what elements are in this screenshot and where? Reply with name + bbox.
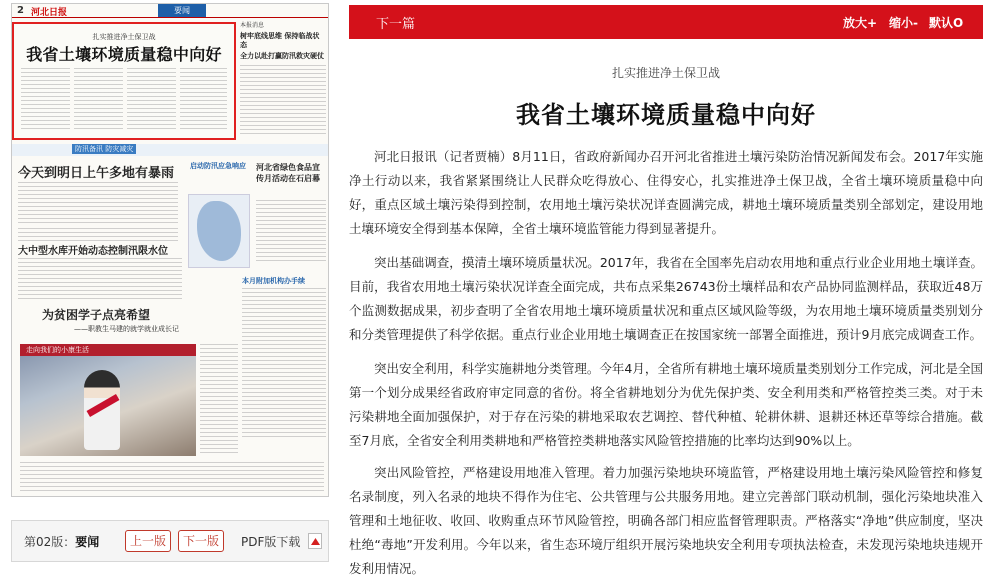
province-map-shape <box>197 201 241 261</box>
body-green-food <box>256 200 326 264</box>
prev-page-button[interactable]: 上一版 <box>125 530 171 552</box>
article-paragraph: 突出安全利用，科学实施耕地分类管理。今年4月，全省所有耕地土壤环境质量类别划分工作完成，河北是全国第一个划分成果经省政府审定同意的省份。将全省耕地划分为优先保护类、安全利用类和严格管控类三类。对于未污染耕地全面加强保护，对于存在污染的耕地采取农艺调控、替代种植、轮耕休耕、退耕还林还草等综合措施。截至7月底，全省安全利用类耕地和严格管控类耕地落实风险管控措施的比率均达到90%以上。 <box>349 361 983 448</box>
body-rainstorm <box>18 182 178 224</box>
body-reservoir-lead <box>18 228 178 242</box>
side-article-hotspot[interactable] <box>240 22 326 140</box>
article-title: 我省土壤环境质量稳中向好 <box>516 101 816 129</box>
page-navigation-bar <box>11 520 329 562</box>
newspaper-logo: 河北日报 <box>31 8 68 18</box>
side-body-text <box>240 65 326 135</box>
hotspot-column-gaps <box>21 68 227 132</box>
article-kicker: 扎实推进净土保卫战 <box>611 66 720 80</box>
headline-poor-students[interactable]: 为贫困学子点亮希望 <box>42 308 151 322</box>
article-content <box>349 40 983 584</box>
body-procedures <box>242 288 326 438</box>
zoom-in-button[interactable]: 放大+ <box>843 16 878 30</box>
headline-rainstorm[interactable]: 今天到明日上午多地有暴雨 <box>18 166 175 181</box>
band-flood-prevention <box>12 144 328 156</box>
default-size-button[interactable]: 默认O <box>929 16 964 30</box>
section-tag: 要闻 <box>158 4 206 17</box>
photo-banner: 走向我们的小康生活 <box>20 344 196 356</box>
side-headline-1: 树牢底线思维 保持临战状态 <box>240 32 320 49</box>
article-paragraph: 河北日报讯（记者贾楠）8月11日，省政府新闻办召开河北省推进土壤污染防治情况新闻发布会。2017年实施净土行动以来，我省紧紧围绕让人民群众吃得放心、住得安心，扎实推进净土保卫战，全省土壤环境质量稳中向好，重点区域土壤污染得到控制，农用地土壤污染状况详查圆满完成，耕地土壤环境质量类别全部划定，建设用地土壤环境安全得到基本保障，全省土壤环境监管能力得到显著提升。 <box>349 149 983 236</box>
article-paragraph: 突出基础调查，摸清土壤环境质量状况。2017年，我省在全国率先启动农用地和重点行业企业用地土壤详查。目前，我省农用地土壤污染状况详查全面完成，共布点采集26743份土壤样品和农产品协同监测样品，获取近48万个监测数据成果，初步查明了全省农用地土壤环境质量状况和重点区域风险等级，为农用地土壤环境质量类别划分和分类管理提供了科学依据。重点行业企业用地土壤调查正在按国家统一部署全面推进，预计9月底完成调查工作。 <box>349 255 983 342</box>
selected-article-hotspot[interactable] <box>12 22 236 140</box>
article-paragraph: 突出风险管控，严格建设用地准入管理。着力加强污染地块环境监管，严格建设用地土壤污染风险管控和修复名录制度，列入名录的地块不得作为住宅、公共管理与公共服务用地。建立完善部门联动机制，强化污染地块准入管理和土地征收、收回、收购重点环节风险管控，明确各部门相应监督管理职责。严格落实“净地”供应制度，坚决杜绝“毒地”开发利用。今年以来，省生态环境厅组织开展污染地块安全利用专项执法检查，未发现污染地块违规开发利用情况。 <box>349 465 983 576</box>
pdf-download-link[interactable]: PDF版下载 <box>241 535 301 549</box>
page-number: 2 <box>17 5 24 16</box>
edition-label: 第02版：要闻 <box>24 535 100 549</box>
feature-photo[interactable] <box>20 344 196 456</box>
body-reservoir <box>18 258 182 300</box>
page-thumbnail-pane <box>0 0 340 584</box>
pdf-icon[interactable] <box>308 533 322 549</box>
body-bottom <box>20 462 324 492</box>
weather-map <box>188 194 250 268</box>
body-feature <box>200 344 238 456</box>
newspaper-masthead <box>12 4 328 18</box>
band-tag: 防汛备汛 防灾减灾 <box>72 144 136 154</box>
side-headline-2: 全力以赴打赢防汛救灾硬仗 <box>240 52 324 60</box>
side-kicker: 本报消息 <box>240 22 265 29</box>
headline-flood-warning[interactable]: 启动防汛应急响应 <box>190 162 246 170</box>
zoom-out-button[interactable]: 缩小- <box>889 16 918 30</box>
headline-procedures[interactable]: 本月附加机构办手续 <box>242 277 305 285</box>
headline-green-food[interactable]: 河北省绿色食品宣传月活动在石启幕 <box>256 163 320 183</box>
article-toolbar <box>349 5 983 39</box>
subheadline-poor-students: ——职教生马建的就学就业成长记 <box>74 325 179 333</box>
next-page-button[interactable]: 下一版 <box>178 530 224 552</box>
hotspot-kicker: 扎实推进净土保卫战 <box>92 33 156 41</box>
next-article-link[interactable]: 下一篇 <box>376 17 416 32</box>
hotspot-title: 我省土壤环境质量稳中向好 <box>26 45 222 64</box>
newspaper-page-image[interactable] <box>11 3 329 497</box>
headline-reservoir[interactable]: 大中型水库开始动态控制汛限水位 <box>18 246 168 257</box>
